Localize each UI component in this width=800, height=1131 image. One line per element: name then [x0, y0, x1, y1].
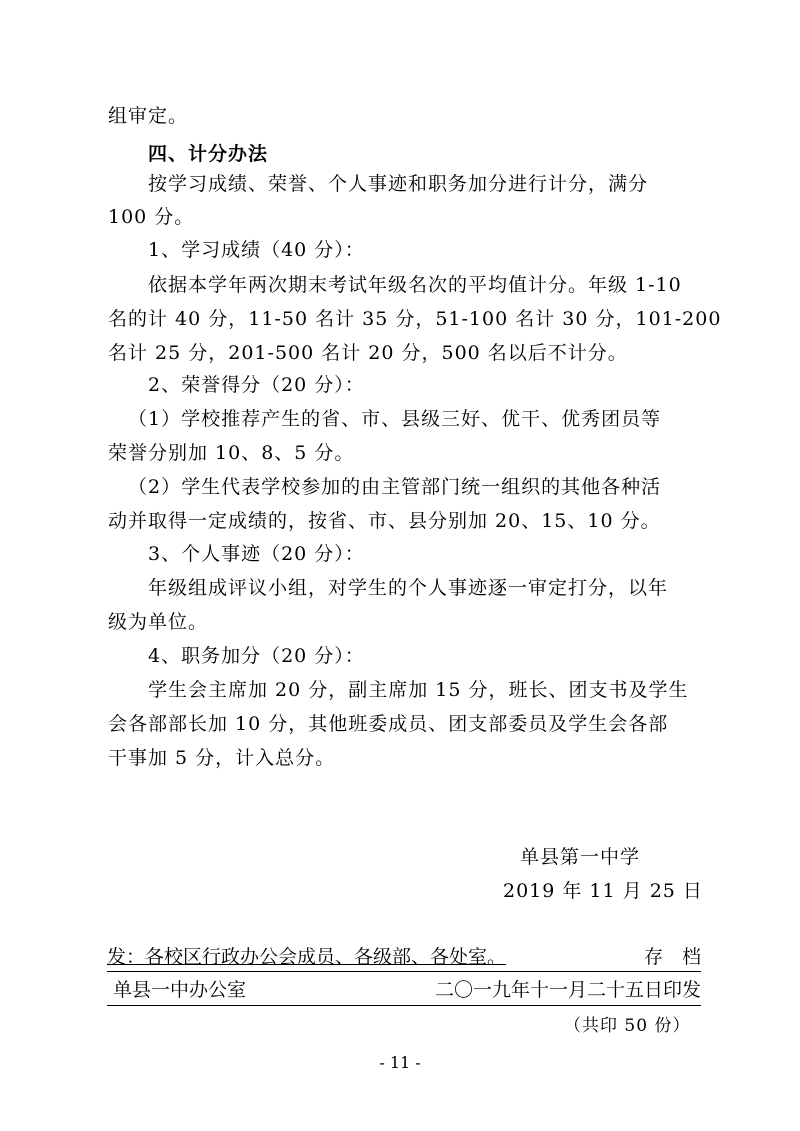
distribution-row [107, 945, 701, 969]
body-line-1: 组审定。 [108, 105, 189, 127]
body-line-16: 级为单位。 [108, 611, 209, 633]
signature-organization: 单县第一中学 [520, 846, 641, 868]
issuer-row [107, 978, 701, 1002]
copies-count: （共印 50 份） [564, 1016, 691, 1036]
subheading-duty: 4、职务加分（20 分）： [148, 645, 365, 667]
footer-rule-bottom [107, 1005, 701, 1006]
body-line-8: 名计 25 分，201-500 名计 20 分，500 名以后不计分。 [108, 342, 628, 364]
body-line-12: （2）学生代表学校参加的由主管部门统一组织的其他各种活 [128, 476, 662, 498]
body-line-20: 干事加 5 分，计入总分。 [108, 747, 336, 769]
subheading-study: 1、学习成绩（40 分）： [148, 239, 365, 261]
body-line-7: 名的计 40 分，11-50 名计 35 分，51-100 名计 30 分，101-200 [108, 308, 722, 330]
subheading-honor: 2、荣誉得分（20 分）： [148, 374, 365, 396]
distribution-label: 发：各校区行政办公会成员、各级部、各处室。 [107, 946, 507, 968]
section-heading: 四、计分办法 [148, 143, 269, 165]
body-line-6: 依据本学年两次期末考试年级名次的平均值计分。年级 1-10 [148, 274, 682, 296]
body-line-10: （1）学校推荐产生的省、市、县级三好、优干、优秀团员等 [128, 408, 662, 430]
body-line-3: 按学习成绩、荣誉、个人事迹和职务加分进行计分，满分 [148, 173, 649, 195]
subheading-deeds: 3、个人事迹（20 分）： [148, 543, 365, 565]
archive-label: 存 档 [643, 946, 701, 968]
body-line-13: 动并取得一定成绩的，按省、市、县分别加 20、15、10 分。 [108, 510, 661, 532]
page-number: - 11 - [379, 1053, 421, 1072]
body-line-18: 学生会主席加 20 分，副主席加 15 分，班长、团支书及学生 [148, 679, 689, 701]
issuer-name: 单县一中办公室 [113, 979, 247, 1001]
body-line-11: 荣誉分别加 10、8、5 分。 [108, 442, 355, 464]
issue-date: 二〇一九年十一月二十五日印发 [434, 979, 701, 1001]
footer-rule-top [107, 971, 701, 972]
body-line-19: 会各部部长加 10 分，其他班委成员、团支部委员及学生会各部 [108, 713, 669, 735]
body-line-15: 年级组成评议小组，对学生的个人事迹逐一审定打分，以年 [148, 577, 669, 599]
signature-date: 2019 年 11 月 25 日 [503, 880, 703, 902]
body-line-4: 100 分。 [108, 206, 195, 228]
